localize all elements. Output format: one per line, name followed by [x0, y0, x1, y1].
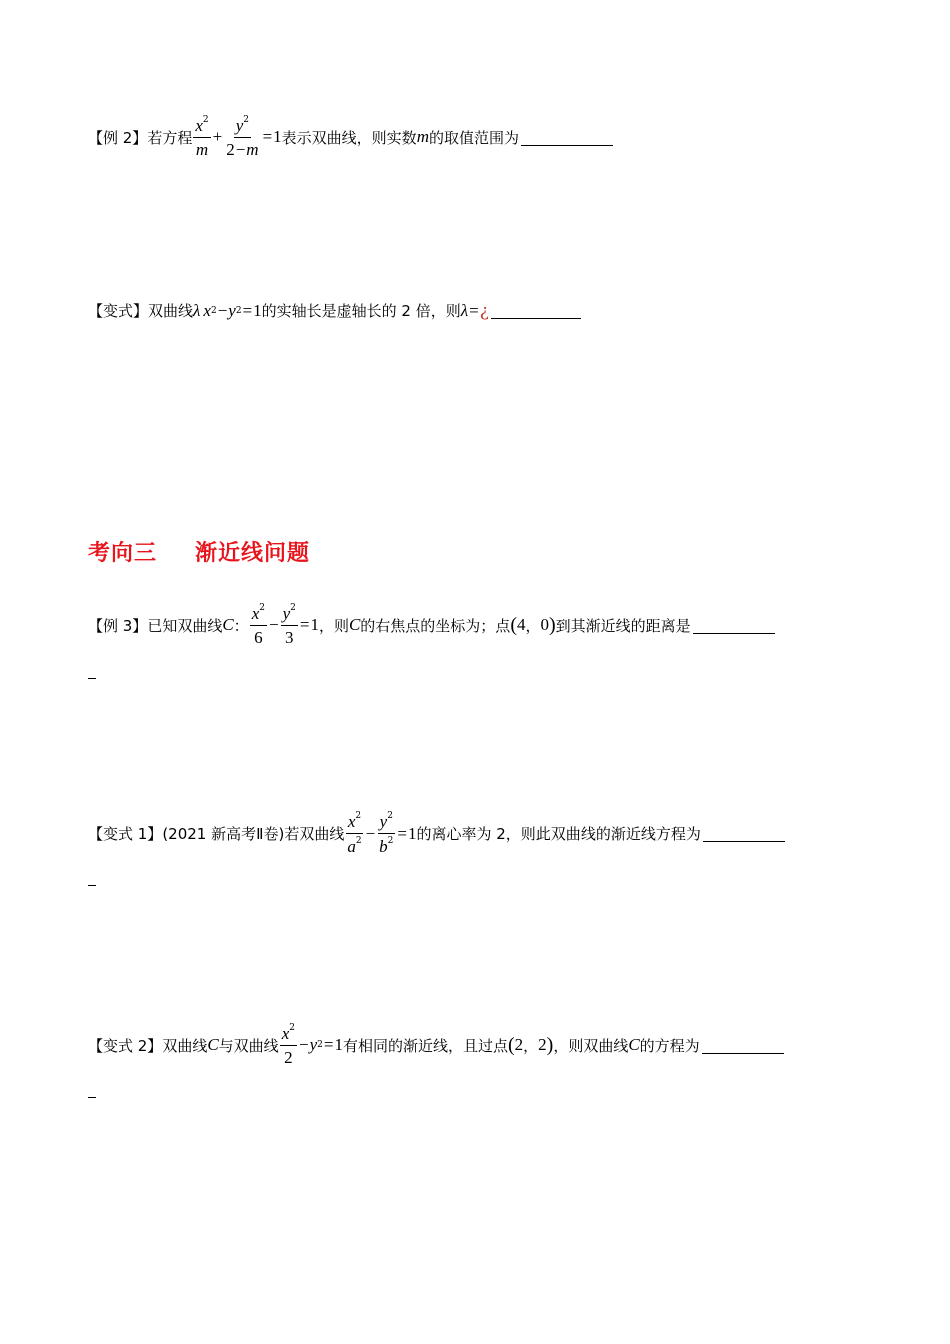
answer-blank[interactable]	[491, 302, 581, 319]
variant-tag: 【变式 2】	[88, 1036, 163, 1055]
answer-blank[interactable]	[693, 617, 775, 634]
fraction-x2-over-m: $\frac{x^2}{m}$	[195, 115, 209, 159]
fraction-y2-over-b2: $\frac{y^2}{b^2}$	[379, 811, 394, 856]
fraction-x2-over-a2: $\frac{x^2}{a^2}$	[347, 811, 362, 856]
variant-tag: 【变式 1】	[88, 825, 163, 843]
example-3: 【例 3】 已知双曲线 C ： $\frac{x^2}{6}$ − $\frac{y^2}{3}$ = 1 ，则 C 的右焦点的坐标为；点 ( 4 ， 0 ) 到其渐近线的距离是	[88, 604, 864, 646]
question-text: 双曲线	[162, 1036, 208, 1055]
question-text: 表示双曲线，则实数	[281, 128, 417, 147]
fraction-y2-over-2-minus-m: $\frac{y^2}{2-m}$	[226, 115, 259, 159]
answer-blank-continuation	[88, 884, 96, 886]
answer-blank-continuation	[88, 677, 96, 679]
fraction-x2-over-2: $\frac{x^2}{2}$	[281, 1023, 295, 1067]
variant-tag: 【变式】	[88, 302, 149, 320]
question-text: 与双曲线	[218, 1036, 279, 1055]
question-text: 有相同的渐近线，且过点	[342, 1036, 508, 1055]
variant-2: 【变式 2】 双曲线 C 与双曲线 $\frac{x^2}{2}$ − y 2 = 1 有相同的渐近线，且过点 ( 2 ， 2 ) ，则双曲线 C 的方程为	[88, 1024, 864, 1066]
variant-1: 【变式 1】 (2021 新高考Ⅱ卷)若双曲线 $\frac{x^2}{a^2}$ − $\frac{y^2}{b^2}$ = 1 的离心率为 2，则此双曲线的渐近线方程为	[88, 812, 864, 855]
question-text: (2021 新高考Ⅱ卷)若双曲线	[162, 825, 345, 843]
question-text: 已知双曲线	[147, 616, 223, 635]
question-text: 双曲线	[148, 302, 194, 320]
question-text: 的取值范围为	[428, 128, 519, 147]
answer-blank[interactable]	[702, 1037, 784, 1054]
question-text: 的实轴长是虚轴长的 2 倍，则	[261, 302, 461, 320]
question-text: 若方程	[147, 128, 193, 147]
question-text: 到其渐近线的距离是	[555, 616, 691, 635]
example-tag: 【例 2】	[88, 128, 148, 147]
answer-blank-continuation	[88, 1096, 96, 1098]
fraction-y2-over-3: $\frac{y^2}{3}$	[282, 603, 296, 647]
garbled-char: ¿	[479, 300, 489, 321]
question-text: ，则	[318, 616, 349, 635]
example-2: 【例 2】 若方程 $\frac{x^2}{m}$ + $\frac{y^2}{2-m}$ = 1 表示双曲线，则实数 m 的取值范围为	[88, 116, 864, 158]
fraction-x2-over-6: $\frac{x^2}{6}$	[251, 603, 265, 647]
question-text: 的右焦点的坐标为；点	[360, 616, 511, 635]
example-tag: 【例 3】	[88, 616, 148, 635]
question-text: 的方程为	[639, 1036, 700, 1055]
section-heading: 考向三 渐近线问题	[88, 541, 311, 566]
question-text: ，则双曲线	[553, 1036, 629, 1055]
variant: 【变式】 双曲线 λ x 2 − y 2 = 1 的实轴长是虚轴长的 2 倍，则 λ = ¿	[88, 300, 864, 321]
answer-blank[interactable]	[521, 129, 613, 146]
question-text: 的离心率为 2，则此双曲线的渐近线方程为	[416, 825, 701, 843]
answer-blank[interactable]	[703, 825, 785, 842]
